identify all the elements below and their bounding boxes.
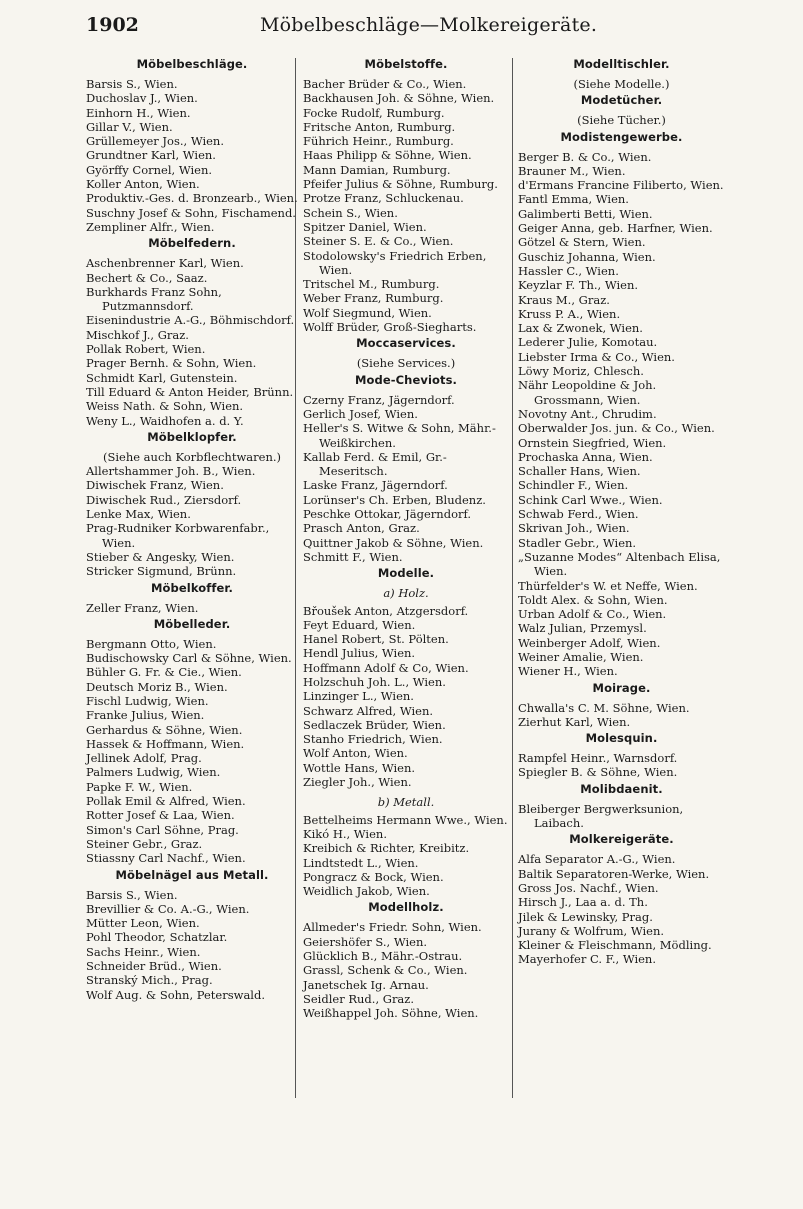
directory-section (518, 681, 725, 730)
directory-entry: Feyt Eduard, Wien. (303, 617, 416, 632)
directory-section (86, 430, 298, 579)
directory-entry: Einhorn H., Wien. (86, 105, 191, 120)
cross-reference-note: (Siehe Tücher.) (577, 113, 666, 128)
directory-entry: Rampfel Heinr., Warnsdorf. (518, 751, 678, 766)
section-title: Mode-Cheviots. (354, 372, 458, 387)
directory-entry: Kleiner & Fleischmann, Mödling. (518, 938, 712, 953)
directory-section (518, 130, 725, 679)
directory-entry: Grüllemeyer Jos., Wien. (86, 134, 224, 149)
directory-section (518, 93, 725, 127)
directory-entry: Wolf Anton, Wien. (303, 746, 408, 761)
directory-section (86, 57, 298, 234)
directory-entry: Weinberger Adolf, Wien. (518, 635, 661, 650)
directory-entry: Steiner Gebr., Graz. (86, 836, 203, 851)
directory-entry: Hassek & Hoffmann, Wien. (86, 736, 245, 751)
directory-entry: Hoffmann Adolf & Co, Wien. (303, 660, 469, 675)
directory-entry: Ornstein Siegfried, Wien. (518, 435, 667, 450)
directory-section (303, 336, 509, 370)
directory-section (518, 782, 725, 831)
directory-entry: Stiassny Carl Nachf., Wien. (86, 851, 246, 866)
page-number: 1902 (86, 14, 139, 36)
directory-entry: Pfeifer Julius & Söhne, Rumburg. (303, 177, 498, 192)
directory-entry: Stieber & Angesky, Wien. (86, 549, 235, 564)
directory-entry: Toldt Alex. & Sohn, Wien. (518, 592, 668, 607)
directory-entry: Schindler F., Wien. (518, 478, 629, 493)
directory-entry: Gerlich Josef, Wien. (303, 406, 418, 421)
directory-entry: Backhausen Joh. & Söhne, Wien. (303, 91, 495, 106)
directory-entry: Stodolowsky's Friedrich Erben, Wien. (303, 248, 487, 277)
directory-entry: Wolff Brüder, Groß-Siegharts. (303, 320, 477, 335)
directory-entry: Galimberti Betti, Wien. (518, 206, 653, 221)
directory-entry: Schmitt F., Wien. (303, 549, 403, 564)
section-title: Möbelleder. (153, 616, 231, 631)
directory-section (518, 731, 725, 780)
directory-entry: Wolf Aug. & Sohn, Peterswald. (86, 987, 266, 1002)
directory-entry: Wolf Siegmund, Wien. (303, 305, 432, 320)
directory-entry: Mann Damian, Rumburg. (303, 162, 451, 177)
directory-entry: Gross Jos. Nachf., Wien. (518, 880, 659, 895)
directory-section (86, 236, 298, 428)
cross-reference-note: (Siehe Services.) (356, 356, 456, 371)
directory-entry: Deutsch Moriz B., Wien. (86, 679, 228, 694)
directory-entry: Hirsch J., Laa a. d. Th. (518, 895, 648, 910)
directory-entry: Guschiz Johanna, Wien. (518, 249, 656, 264)
directory-entry: Hendl Julius, Wien. (303, 646, 416, 661)
directory-entry: Eisenindustrie A.-G., Böhmischdorf. (86, 313, 295, 328)
directory-entry: Berger B. & Co., Wien. (518, 149, 652, 164)
directory-section (303, 373, 509, 565)
directory-entry: Baltik Separatoren-Werke, Wien. (518, 866, 710, 881)
directory-entry: Wottle Hans, Wien. (303, 760, 416, 775)
directory-entry: Allmeder's Friedr. Sohn, Wien. (303, 920, 482, 935)
section-title: Molibdaenit. (580, 781, 663, 796)
directory-entry: Simon's Carl Söhne, Prag. (86, 822, 239, 837)
directory-entry: Diwischek Rud., Ziersdorf. (86, 492, 242, 507)
directory-entry: Tritschel M., Rumburg. (303, 277, 440, 292)
directory-entry: Palmers Ludwig, Wien. (86, 765, 221, 780)
directory-entry: Lederer Julie, Komotau. (518, 335, 658, 350)
directory-entry: Koller Anton, Wien. (86, 177, 200, 192)
directory-entry: Götzel & Stern, Wien. (518, 235, 646, 250)
directory-entry: Schwarz Alfred, Wien. (303, 703, 434, 718)
directory-entry: Urban Adolf & Co., Wien. (518, 607, 667, 622)
directory-section (86, 868, 298, 1002)
directory-entry: Prag-Rudniker Korbwarenfabr., Wien. (86, 521, 270, 550)
directory-entry: Spiegler B. & Söhne, Wien. (518, 765, 678, 780)
directory-entry: Břoušek Anton, Atzgersdorf. (303, 603, 469, 618)
directory-entry: Pohl Theodor, Schatzlar. (86, 930, 228, 945)
subsection-label: a) Holz. (383, 586, 429, 601)
directory-entry: Nähr Leopoldine & Joh. Grossmann, Wien. (518, 378, 657, 407)
directory-entry: Till Eduard & Anton Heider, Brünn. (86, 384, 294, 399)
directory-section (86, 581, 298, 615)
directory-entry: Glücklich B., Mähr.-Ostrau. (303, 949, 463, 964)
directory-entry: Hanel Robert, St. Pölten. (303, 632, 449, 647)
directory-entry: Weiss Nath. & Sohn, Wien. (86, 399, 244, 414)
directory-entry: Wiener H., Wien. (518, 664, 618, 679)
directory-entry: Fritsche Anton, Rumburg. (303, 119, 456, 134)
directory-entry: Bühler G. Fr. & Cie., Wien. (86, 665, 242, 680)
directory-entry: Stranský Mich., Prag. (86, 973, 213, 988)
section-title: Modistengewerbe. (560, 129, 683, 144)
directory-entry: Aschenbrenner Karl, Wien. (86, 256, 244, 271)
directory-entry: Alfa Separator A.-G., Wien. (518, 852, 676, 867)
directory-entry: Jilek & Lewinsky, Prag. (518, 909, 653, 924)
directory-entry: Kraus M., Graz. (518, 292, 610, 307)
directory-entry: Thürfelder's W. et Neffe, Wien. (518, 578, 698, 593)
directory-entry: Bacher Brüder & Co., Wien. (303, 77, 467, 91)
directory-entry: Weny L., Waidhofen a. d. Y. (86, 413, 244, 428)
directory-entry: Barsis S., Wien. (86, 77, 178, 91)
directory-entry: Walz Julian, Przemysl. (518, 621, 647, 636)
directory-entry: Weißhappel Joh. Söhne, Wien. (303, 1006, 479, 1021)
directory-entry: Seidler Rud., Graz. (303, 991, 415, 1006)
directory-entry: Zempliner Alfr., Wien. (86, 219, 215, 234)
cross-reference-note: (Siehe Modelle.) (573, 77, 670, 91)
directory-entry: Schaller Hans, Wien. (518, 464, 641, 479)
directory-entry: Laske Franz, Jägerndorf. (303, 478, 448, 493)
directory-entry: Zeller Franz, Wien. (86, 600, 199, 615)
cross-reference-note: (Siehe auch Korbflechtwaren.) (102, 449, 282, 464)
directory-entry: Stricker Sigmund, Brünn. (86, 564, 237, 579)
directory-entry: Janetschek Ig. Arnau. (303, 977, 429, 992)
directory-entry: Sachs Heinr., Wien. (86, 944, 201, 959)
directory-entry: Gerhardus & Söhne, Wien. (86, 722, 243, 737)
directory-entry: Keyzlar F. Th., Wien. (518, 278, 639, 293)
directory-entry: Geiger Anna, geb. Harfner, Wien. (518, 221, 713, 236)
directory-entry: Papke F. W., Wien. (86, 779, 193, 794)
directory-entry: Mischkof J., Graz. (86, 327, 189, 342)
directory-entry: Kruss P. A., Wien. (518, 306, 621, 321)
directory-entry: Haas Philipp & Söhne, Wien. (303, 148, 472, 163)
directory-entry: Bettelheims Hermann Wwe., Wien. (303, 812, 508, 827)
directory-entry: Liebster Irma & Co., Wien. (518, 349, 675, 364)
section-title: Modetücher. (580, 93, 663, 108)
directory-entry: Kallab Ferd. & Emil, Gr.-Meseritsch. (303, 449, 447, 479)
directory-entry: d'Ermans Francine Filiberto, Wien. (518, 178, 724, 193)
directory-entry: Prager Bernh. & Sohn, Wien. (86, 356, 257, 371)
directory-entry: Schwab Ferd., Wien. (518, 507, 639, 522)
section-title: Modelltischler. (573, 57, 670, 71)
directory-entry: Chwalla's C. M. Söhne, Wien. (518, 700, 690, 715)
directory-entry: Rotter Josef & Laa, Wien. (86, 808, 235, 823)
directory-entry: Györffy Cornel, Wien. (86, 162, 213, 177)
page-header (0, 0, 803, 50)
directory-entry: Brevillier & Co. A.-G., Wien. (86, 901, 250, 916)
directory-entry: Pollak Emil & Alfred, Wien. (86, 794, 246, 809)
directory-entry: Lindtstedt L., Wien. (303, 855, 419, 870)
page-title: Möbelbeschläge—Molkereigeräte. (260, 14, 598, 36)
section-title: Moirage. (592, 680, 651, 695)
directory-section (518, 832, 725, 966)
directory-entry: Grassl, Schenk & Co., Wien. (303, 963, 468, 978)
section-title: Moccaservices. (356, 336, 456, 351)
directory-entry: Zierhut Karl, Wien. (518, 714, 631, 729)
directory-entry: Suschny Josef & Sohn, Fischamend. (86, 205, 296, 220)
directory-entry: Holzschuh Joh. L., Wien. (303, 674, 446, 689)
directory-entry: Oberwalder Jos. jun. & Co., Wien. (518, 421, 715, 436)
section-title: Möbelkoffer. (151, 580, 233, 595)
directory-section (303, 566, 509, 898)
directory-entry: Spitzer Daniel, Wien. (303, 219, 427, 234)
column-3 (518, 55, 725, 967)
section-title: Möbelstoffe. (364, 57, 448, 71)
directory-entry: Bleiberger Bergwerksunion, Laibach. (518, 801, 684, 831)
directory-section (518, 57, 725, 91)
directory-entry: Pollak Robert, Wien. (86, 342, 206, 357)
directory-entry: Bechert & Co., Saaz. (86, 270, 208, 285)
section-title: Modelle. (377, 566, 435, 581)
directory-entry: Budischowsky Carl & Söhne, Wien. (86, 651, 292, 666)
directory-entry: Lenke Max, Wien. (86, 507, 191, 522)
directory-entry: Weber Franz, Rumburg. (303, 291, 444, 306)
section-title: Möbelklopfer. (147, 429, 237, 444)
directory-entry: Prochaska Anna, Wien. (518, 449, 653, 464)
directory-entry: Bergmann Otto, Wien. (86, 636, 217, 651)
section-title: Molesquin. (585, 731, 658, 746)
directory-entry: Skrivan Joh., Wien. (518, 521, 630, 536)
directory-entry: Kreibich & Richter, Kreibitz. (303, 841, 470, 856)
directory-entry: Ziegler Joh., Wien. (303, 775, 412, 790)
directory-entry: Mayerhofer C. F., Wien. (518, 952, 656, 967)
directory-entry: Brauner M., Wien. (518, 163, 626, 178)
directory-entry: Weidlich Jakob, Wien. (303, 884, 430, 899)
directory-entry: Produktiv.-Ges. d. Bronzearb., Wien. (86, 191, 298, 206)
directory-entry: Weiner Amalie, Wien. (518, 649, 644, 664)
directory-entry: Czerny Franz, Jägerndorf. (303, 392, 455, 407)
directory-entry: Gillar V., Wien. (86, 119, 173, 134)
directory-entry: Grundtner Karl, Wien. (86, 148, 216, 163)
directory-entry: Burkhards Franz Sohn, Putzmannsdorf. (86, 284, 222, 314)
directory-entry: Fantl Emma, Wien. (518, 192, 629, 207)
section-title: Möbelfedern. (148, 236, 236, 251)
directory-entry: Peschke Ottokar, Jägerndorf. (303, 507, 471, 522)
directory-entry: Schein S., Wien. (303, 205, 398, 220)
directory-section (303, 900, 509, 1020)
directory-entry: Stanho Friedrich, Wien. (303, 732, 443, 747)
directory-entry: Löwy Moriz, Chlesch. (518, 364, 644, 379)
directory-entry: Kikó H., Wien. (303, 826, 387, 841)
directory-entry: Protze Franz, Schluckenau. (303, 191, 464, 206)
directory-entry: Geiershöfer S., Wien. (303, 934, 428, 949)
directory-entry: Stadler Gebr., Wien. (518, 535, 637, 550)
directory-section (303, 57, 509, 334)
directory-entry: Führich Heinr., Rumburg. (303, 134, 454, 149)
directory-entry: Steiner S. E. & Co., Wien. (303, 234, 454, 249)
directory-entry: Fischl Ludwig, Wien. (86, 693, 209, 708)
subsection-label: b) Metall. (377, 795, 435, 810)
directory-entry: Linzinger L., Wien. (303, 689, 414, 704)
section-title: Möbelbeschläge. (136, 57, 248, 71)
column-1 (86, 55, 298, 1002)
directory-entry: Novotny Ant., Chrudim. (518, 406, 657, 421)
directory-entry: Sedlaczek Brüder, Wien. (303, 717, 446, 732)
directory-entry: Heller's S. Witwe & Sohn, Mähr.-Weißkirchen. (303, 421, 496, 450)
directory-entry: Mütter Leon, Wien. (86, 916, 200, 931)
directory-entry: Jellinek Adolf, Prag. (86, 751, 202, 766)
directory-entry: Duchoslav J., Wien. (86, 91, 198, 106)
section-title: Molkereigeräte. (569, 832, 674, 847)
directory-entry: Schink Carl Wwe., Wien. (518, 492, 663, 507)
directory-entry: Lax & Zwonek, Wien. (518, 321, 643, 336)
column-divider (512, 58, 513, 1098)
directory-entry: Allertshammer Joh. B., Wien. (86, 464, 256, 479)
directory-entry: Pongracz & Bock, Wien. (303, 869, 444, 884)
directory-entry: Diwischek Franz, Wien. (86, 478, 224, 493)
directory-entry: Quittner Jakob & Söhne, Wien. (303, 535, 484, 550)
directory-entry: Hassler C., Wien. (518, 263, 619, 278)
section-title: Modellholz. (368, 900, 444, 915)
directory-entry: Lorünser's Ch. Erben, Bludenz. (303, 492, 486, 507)
directory-entry: Schmidt Karl, Gutenstein. (86, 370, 238, 385)
directory-entry: Franke Julius, Wien. (86, 708, 205, 723)
section-title: Möbelnägel aus Metall. (115, 867, 269, 882)
directory-entry: Schneider Brüd., Wien. (86, 959, 222, 974)
directory-entry: „Suzanne Modes“ Altenbach Elisa, Wien. (518, 549, 721, 579)
directory-entry: Prasch Anton, Graz. (303, 521, 420, 536)
column-2 (303, 55, 509, 1021)
directory-entry: Barsis S., Wien. (86, 887, 178, 902)
directory-entry: Focke Rudolf, Rumburg. (303, 105, 445, 120)
directory-section (86, 617, 298, 866)
directory-entry: Jurany & Wolfrum, Wien. (518, 923, 665, 938)
